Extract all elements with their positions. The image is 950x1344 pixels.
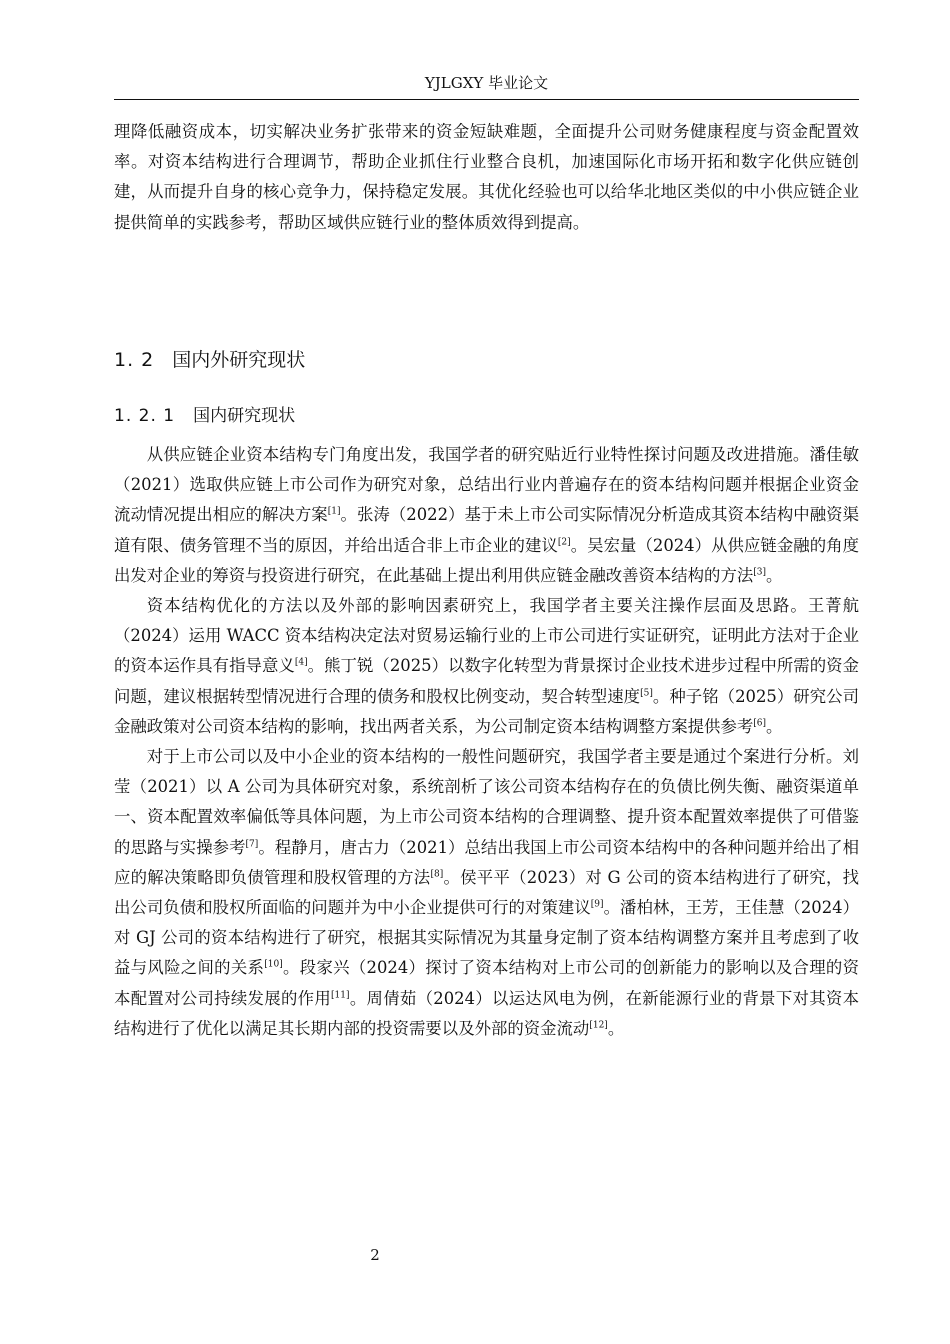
- page-number: 2: [370, 1246, 380, 1264]
- citation-marker: [3]: [753, 567, 766, 578]
- citation-marker: [5]: [640, 688, 653, 699]
- section-number: 1. 2: [114, 349, 155, 371]
- citation-marker: [4]: [294, 657, 308, 668]
- text-run: 。周倩茹（2024）以运达风电为例，在新能源行业的背景下对其资本结构进行了优化以满足其长期内部的投资需要以及外部的资金流动: [114, 988, 860, 1038]
- citation-marker: [6]: [753, 718, 766, 729]
- citation-marker: [10]: [264, 959, 283, 970]
- citation-marker: [7]: [245, 839, 259, 850]
- header-rule: [114, 99, 859, 100]
- paragraph: [114, 440, 859, 591]
- text-run: 对于上市公司以及中小企业的资本结构的一般性问题研究，我国学者主要是通过个案进行分析。刘莹（2021）以 A 公司为具体研究对象，系统剖析了该公司资本结构存在的负债比例失衡、融资渠道单一、资本配置效率偏低等具体问题，为上市公司资本结构的合理调整、提升资本配置效率提供了可借鉴的思路与实操参考: [114, 747, 859, 857]
- text-run: 。: [765, 565, 783, 585]
- paragraph: [114, 742, 859, 1044]
- research-status-body: [114, 440, 859, 1044]
- citation-marker: [12]: [589, 1020, 608, 1031]
- section-heading: [114, 345, 305, 372]
- citation-marker: [8]: [430, 869, 444, 880]
- intro-block: [114, 117, 859, 238]
- text-run: 。程静月，唐古力（2021）总结出我国上市公司资本结构中的各种问题并给出了相应的解决策略即负债管理和股权管理的方法: [114, 837, 860, 887]
- citation-marker: [2]: [557, 537, 571, 548]
- citation-marker: [9]: [590, 899, 604, 910]
- text-run: 。潘柏林，王芳，王佳慧（2024）对 GJ 公司的资本结构进行了研究，根据其实际情况为其量身定制了资本结构调整方案并且考虑到了收益与风险之间的关系: [114, 898, 859, 978]
- section-title: 国内外研究现状: [172, 349, 306, 371]
- subsection-heading: [114, 401, 295, 426]
- text-run: 从供应链企业资本结构专门角度出发，我国学者的研究贴近行业特性探讨问题及改进措施。潘佳敏（2021）选取供应链上市公司作为研究对象，总结出行业内普遍存在的资本结构问题并根据企业资金流动情况提出相应的解决方案: [114, 445, 859, 525]
- text-run: 。张涛（2022）基于未上市公司实际情况分析造成其资本结构中融资渠道有限、债务管理不当的原因，并给出适合非上市企业的建议: [114, 505, 860, 555]
- text-run: 。: [607, 1018, 625, 1038]
- running-header: YJLGXY 毕业论文: [424, 74, 549, 92]
- paragraph: [114, 591, 859, 742]
- text-run: 。吴宏量（2024）从供应链金融的角度出发对企业的筹资与投资进行研究，在此基础上提出利用供应链金融改善资本结构的方法: [114, 535, 860, 585]
- text-run: 。熊丁锐（2025）以数字化转型为背景探讨企业技术进步过程中所需的资金问题，建议根据转型情况进行合理的债务和股权比例变动，契合转型速度: [114, 656, 859, 706]
- text-run: 。段家兴（2024）探讨了资本结构对上市公司的创新能力的影响以及合理的资本配置对公司持续发展的作用: [114, 958, 860, 1008]
- subsection-number: 1. 2. 1: [114, 406, 176, 426]
- text-run: 。种子铭（2025）研究公司金融政策对公司资本结构的影响，找出两者关系，为公司制定资本结构调整方案提供参考: [114, 686, 860, 736]
- text-run: 资本结构优化的方法以及外部的影响因素研究上，我国学者主要关注操作层面及思路。王菁航（2024）运用 WACC 资本结构决定法对贸易运输行业的上市公司进行实证研究，证明此方法对于企业的资本运作具有指导意义: [114, 596, 859, 676]
- text-run: 。侯平平（2023）对 G 公司的资本结构进行了研究，找出公司负债和股权所面临的问题并为中小企业提供可行的对策建议: [114, 867, 860, 918]
- subsection-title: 国内研究现状: [193, 406, 296, 426]
- intro-paragraph: 理降低融资成本，切实解决业务扩张带来的资金短缺难题，全面提升公司财务健康程度与资金配置效率。对资本结构进行合理调节，帮助企业抓住行业整合良机，加速国际化市场开拓和数字化供应链创建，从而提升自身的核心竞争力，保持稳定发展。其优化经验也可以给华北地区类似的中小供应链企业提供简单的实践参考，帮助区域供应链行业的整体质效得到提高。: [114, 122, 859, 232]
- citation-marker: [1]: [327, 506, 341, 517]
- text-run: 。: [765, 716, 783, 736]
- citation-marker: [11]: [331, 990, 350, 1001]
